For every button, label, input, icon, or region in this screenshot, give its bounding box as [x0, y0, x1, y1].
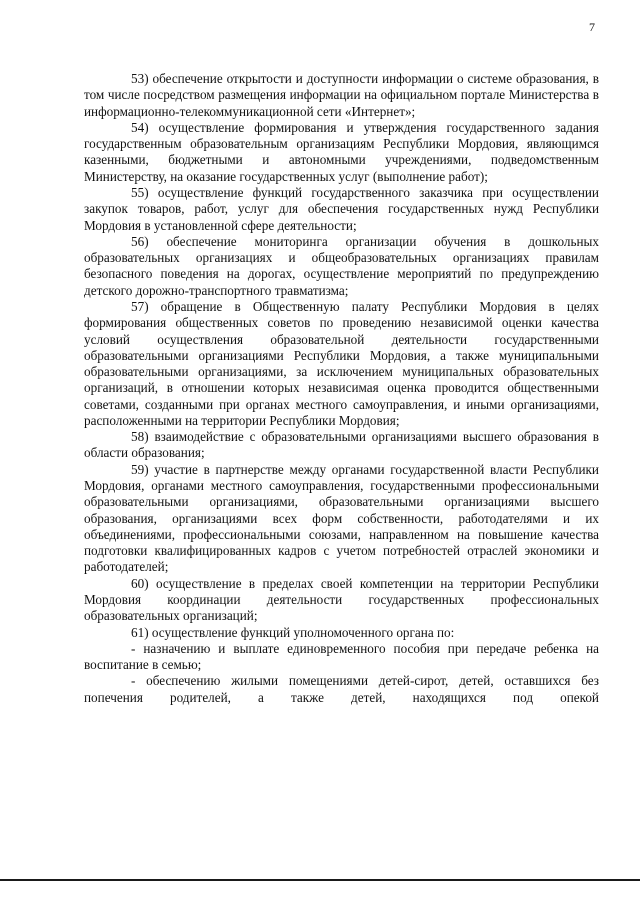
paragraph-61-item-1: - назначению и выплате единовременного пособия при передаче ребенка на воспитание в семью;	[84, 640, 599, 673]
paragraph-61: 61) осуществление функций уполномоченного органа по:	[131, 624, 455, 640]
paragraph-61-item-2: - обеспечению жилыми помещениями детей-сирот, детей, оставшихся без попечения родителей, а также детей, находящихся под опекой	[84, 673, 599, 705]
paragraph-59: 59) участие в партнерстве между органами государственной власти Республики Мордовия, органами местного самоуправления, государственными профессиональными образовательными организациями, образовательными организациями высшего образования, организациями всех форм собственности, работодателями и их объединениями, профессиональными союзами, направленном на повышение качества подготовки квалифицированных кадров с учетом потребностей отраслей экономики и работодателей;	[84, 461, 599, 575]
page-number: 7	[589, 20, 595, 34]
paragraph-60: 60) осуществление в пределах своей компетенции на территории Республики Мордовия координации деятельности государственных профессиональных образовательных организаций;	[84, 575, 599, 624]
paragraph-55: 55) осуществление функций государственного заказчика при осуществлении закупок товаров, работ, услуг для обеспечения государственных нужд Республики Мордовия в установленной сфере деятельности;	[84, 184, 599, 233]
paragraph-54: 54) осуществление формирования и утверждения государственного задания государственным образовательным организациям Республики Мордовия, являющимся казенными, бюджетными и автономными учреждениями, подведомственным Министерству, на оказание государственных услуг (выполнение работ);	[84, 119, 599, 184]
paragraph-57: 57) обращение в Общественную палату Республики Мордовия в целях формирования общественных советов по проведению независимой оценки качества условий осуществления образовательной деятельности государственными образовательными организациями Республики Мордовия, а также муниципальными образовательными организациями, за исключением муниципальных образовательных организаций, в отношении которых независимая оценка проводится общественными советами, созданными при органах местного самоуправления, и иными организациями, расположенными на территории Республики Мордовия;	[84, 298, 599, 428]
paragraph-53: 53) обеспечение открытости и доступности информации о системе образования, в том числе посредством размещения информации на официальном портале Министерства в информационно-телекоммуникационной сети «Интернет»;	[84, 71, 599, 119]
paragraph-56: 56) обеспечение мониторинга организации обучения в дошкольных образовательных организациях и общеобразовательных организациях правилам безопасного поведения на дорогах, осуществление мероприятий по предупреждению детского дорожно-транспортного травматизма;	[84, 233, 599, 298]
footer-rule	[0, 879, 640, 881]
document-body	[84, 71, 599, 706]
paragraph-58: 58) взаимодействие с образовательными организациями высшего образования в области образования;	[84, 429, 599, 461]
